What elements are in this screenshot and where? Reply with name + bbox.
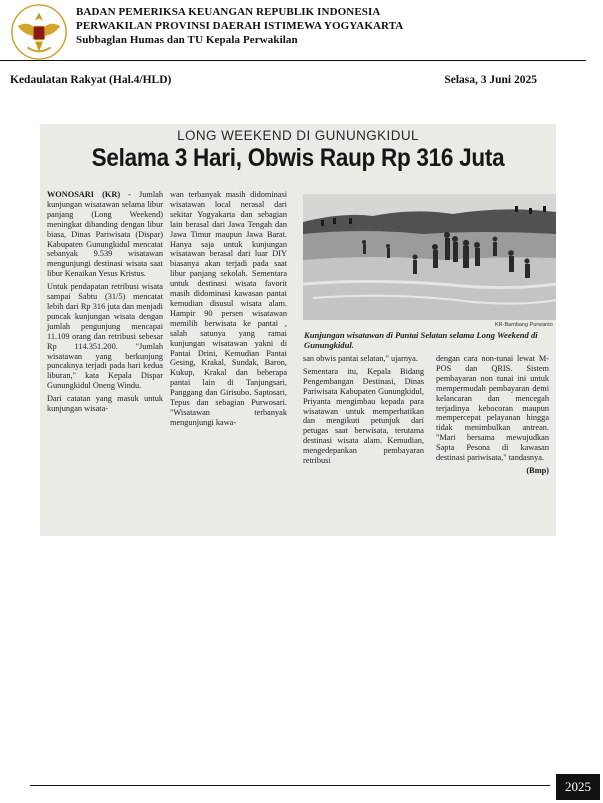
paragraph: Dari catatan yang masuk untuk kunjungan wisata- [47, 394, 163, 414]
footer-divider [30, 785, 550, 786]
article-headline: Selama 3 Hari, Obwis Raup Rp 316 Juta [91, 144, 505, 172]
paragraph: wan terbanyak masih didominasi wisatawan local nerasal dari sekitar Yogyakarta dan sebagian lain berasal dari Jawa Tengah dan Jawa Timur maupun Jawa Barat. Hanya saja untuk kunjungan wisatawan berasal dari luar DIY biasanya akan terjadi pada saat libur panjang sekolah. Sementara untuk destinasi wisata favorit masih didominasi kawasan pantai kemudian disusul wisata alam. Hampir 90 persen wisatawan memilih berwisata ke pantai , salah satunya yang ramai kunjungan wisatawan yakni di Pantai Drini, Kemudian Pantai Gesing, Krakal, Sundak, Baron, Kukup, Krakal dan beberapa pantai lain di Tanjungsari, Panggang dan Girisubo. Saptosari, Tepus dan sebagian Purwosari. "Wisatawan terbanyak mengunjungi kawa- [170, 190, 287, 427]
org-line-3: Subbaglan Humas dan TU Kepala Perwakilan [76, 34, 298, 46]
org-line-2: PERWAKILAN PROVINSI DAERAH ISTIMEWA YOGYAKARTA [76, 20, 404, 32]
article-dateline: WONOSARI (KR) - [47, 190, 131, 199]
article-signature: (Bmp) [526, 465, 549, 475]
beach-photo [303, 194, 556, 320]
article-column-4 [436, 354, 549, 479]
paragraph: san obwis pantai selatan," ujarnya. [303, 354, 418, 363]
newspaper-clipping [40, 124, 556, 536]
beach-scene-illustration [303, 194, 556, 320]
article-column-2 [170, 190, 287, 431]
header-divider [0, 60, 586, 61]
paragraph: Sementara itu, Kepala Bidang Pengembangan Destinasi, Dinas Pariwisata Kabupaten Gunungkidul, Priyanta mengimbau kepada para wisatawan untuk memperhatikan dan mengikuti petunjuk dari petugas saat berwisata, terutama destinasi wisata alam. Kemudian, mengedepankan pembayaran retribusi [303, 366, 424, 466]
publication-date: Selasa, 3 Juni 2025 [444, 74, 537, 86]
photo-caption: Kunjungan wisatawan di Pantai Selatan selama Long Weekend di Gunungkidul. [304, 330, 538, 350]
photo-credit: KR-Bambang Purwanto [495, 322, 553, 328]
garuda-emblem-icon [10, 3, 68, 61]
article-kicker: LONG WEEKEND DI GUNUNGKIDUL [177, 128, 419, 143]
org-line-1: BADAN PEMERIKSA KEUANGAN REPUBLIK INDONESIA [76, 6, 381, 18]
document-header [0, 0, 603, 64]
paragraph: Jumlah kunjungan wisatawan selama libur panjang (Long Weekend) meningkat dibanding dengan libur biasa, Dinas Pariwisata (Dispar) Kabupaten Gunungkidul mencatat sebanyak 9.539 wisatawan mengunjungi destinasi wisata saat libur Kenaikan Yesus Kristus. [47, 190, 163, 279]
paragraph: dengan cara non-tunai lewat M-POS dan QRIS. Sistem pembayaran non tunai ini untuk mempermudah pembayaran demi kelancaran dan mencegah terjadinya kebocoran maupun mempercepat pelayanan hingga tidak menimbulkan antrean. "Mari bersama mewujudkan Sapta Pesona di kawasan destinasi pariwisata," tandasnya. [436, 354, 549, 463]
footer-year: 2025 [556, 774, 600, 800]
article-column-1 [47, 190, 163, 417]
paragraph: Untuk pendapatan retribusi wisata sampai Sabtu (31/5) mencatat lebih dari Rp 316 juta dan menjadi puncak kunjungan wisata dengan jumlah pengunjung mencapai 11.109 orang dan retribusi sebesar Rp 114.351.200. "Jumlah wisatawan yang berkunjung puncaknya terjadi pada hari kedua liburan," kata Kepala Dispar Gunungkidul Oneng Windu. [47, 282, 163, 391]
article-column-3 [303, 354, 424, 469]
publication-source: Kedaulatan Rakyat (Hal.4/HLD) [10, 74, 172, 86]
